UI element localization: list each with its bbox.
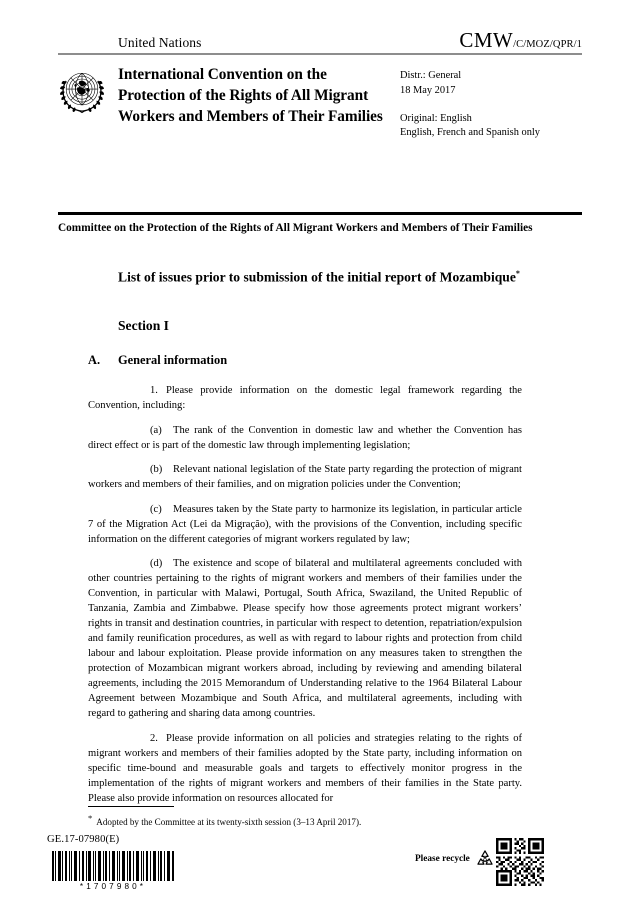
barcode-number: *1707980* [79,882,147,891]
document-symbol-suffix: /C/MOZ/QPR/1 [513,39,582,50]
paragraph [88,502,522,547]
recycle-label: Please recycle [415,854,470,864]
footnote-text: Adopted by the Committee at its twenty-sixth session (3–13 April 2017). [96,817,362,828]
barcode-block [52,851,174,891]
paragraph-number: 1. [150,385,158,396]
subsection-label: A. [88,353,101,367]
paragraph [88,423,522,453]
paragraph-text: Please provide information on the domestic legal framework regarding the Convention, including: [88,385,522,412]
masthead-top-row [58,30,582,53]
document-body [88,353,522,815]
distribution-date: 18 May 2017 [400,84,456,96]
emblem-column [58,65,118,141]
paragraph-text: The existence and scope of bilateral and multilateral agreements concluded with other countries pertaining to the rights of migrant workers and members of their families under the Convention, in particular with Malawi, Portugal, South Africa, Swaziland, the United Republic of Tanzania, Zambia and Zimbabwe. Please specify how those agreements protect migrant workers’ rights in transit and destination countries, in particular with respect to detention, repatriation/expulsion and family reunification procedures, as well as with regard to labour rights and protection from child labour and labour exploitation. Please provide information on any measures taken to strengthen the protection of Mozambican migrant workers abroad, including by reviewing and amending bilateral agreements, including the 2015 Memorandum of Understanding relative to the 1964 Bilateral Labour Agreement between Mozambique and South Africa, and multilateral agreements, including with regard to gathering and sharing data among countries. [88,558,522,720]
available-languages: English, French and Spanish only [400,127,540,139]
footnote-divider [88,806,174,807]
paragraph-number: (a) [150,424,162,436]
masthead [58,30,582,141]
un-emblem-icon [58,67,106,115]
barcode-icon [52,851,174,881]
paragraph [88,383,522,413]
organization-name: United Nations [118,35,202,50]
paragraph-text: The rank of the Convention in domestic law and whether the Convention has direct effect or is part of the domestic law through implementing legislation; [88,424,522,451]
paragraph-number: (d) [150,558,163,570]
qr-code-icon [496,838,544,886]
paragraph [88,556,522,721]
title-column [118,65,400,141]
title-footnote-marker: * [515,269,520,278]
paragraph-number: 2. [150,732,158,744]
subsection-heading [88,353,522,368]
paragraph-text: Please provide information on all policies and strategies relating to the rights of migrant workers and members of their families adopted by the State party, including information on specific time-bound and measurable goals and targets to effectively monitor progress in the implementation of the rights of migrant workers and members of their families in the State party. Please also provide information on resources allocated for [88,732,522,804]
paragraph-text: Relevant national legislation of the State party regarding the protection of migrant workers and members of their families, and on migration policies under the Convention; [88,464,522,491]
subsection-title: General information [118,353,228,367]
committee-divider [58,212,582,215]
committee-name: Committee on the Protection of the Rights of All Migrant Workers and Members of Their Families [58,222,533,234]
recycle-icon [474,848,496,870]
document-symbol-main: CMW [459,28,514,52]
page-title-text: List of issues prior to submission of the initial report of Mozambique [118,269,516,285]
ge-number: GE.17-07980(E) [47,834,120,845]
distribution-label: Distr.: General [400,70,462,81]
distribution-column [400,65,582,141]
masthead-divider [58,53,582,55]
convention-title: International Convention on the Protection of the Rights of All Migrant Workers and Members of Their Families [118,66,383,125]
distribution-group [400,69,582,99]
recycle-block [415,848,496,870]
paragraph [88,731,522,806]
footnote-marker: * [88,813,93,823]
page-title [118,268,548,287]
title-block [58,65,582,141]
paragraph-number: (b) [150,464,163,476]
paragraph-text: Measures taken by the State party to harmonize its legislation, in particular article 7 of the Migration Act (Lei da Migração), with the provisions of the Convention, including specific information on the different categories of migrant workers regulated by law; [88,503,522,545]
paragraph-number: (c) [150,503,162,515]
section-heading: Section I [118,318,169,333]
qr-code-block [496,838,544,886]
paragraph [88,462,522,492]
footnote [88,812,528,829]
original-language: Original: English [400,112,472,124]
original-language-group [400,112,582,142]
document-symbol [459,30,582,51]
